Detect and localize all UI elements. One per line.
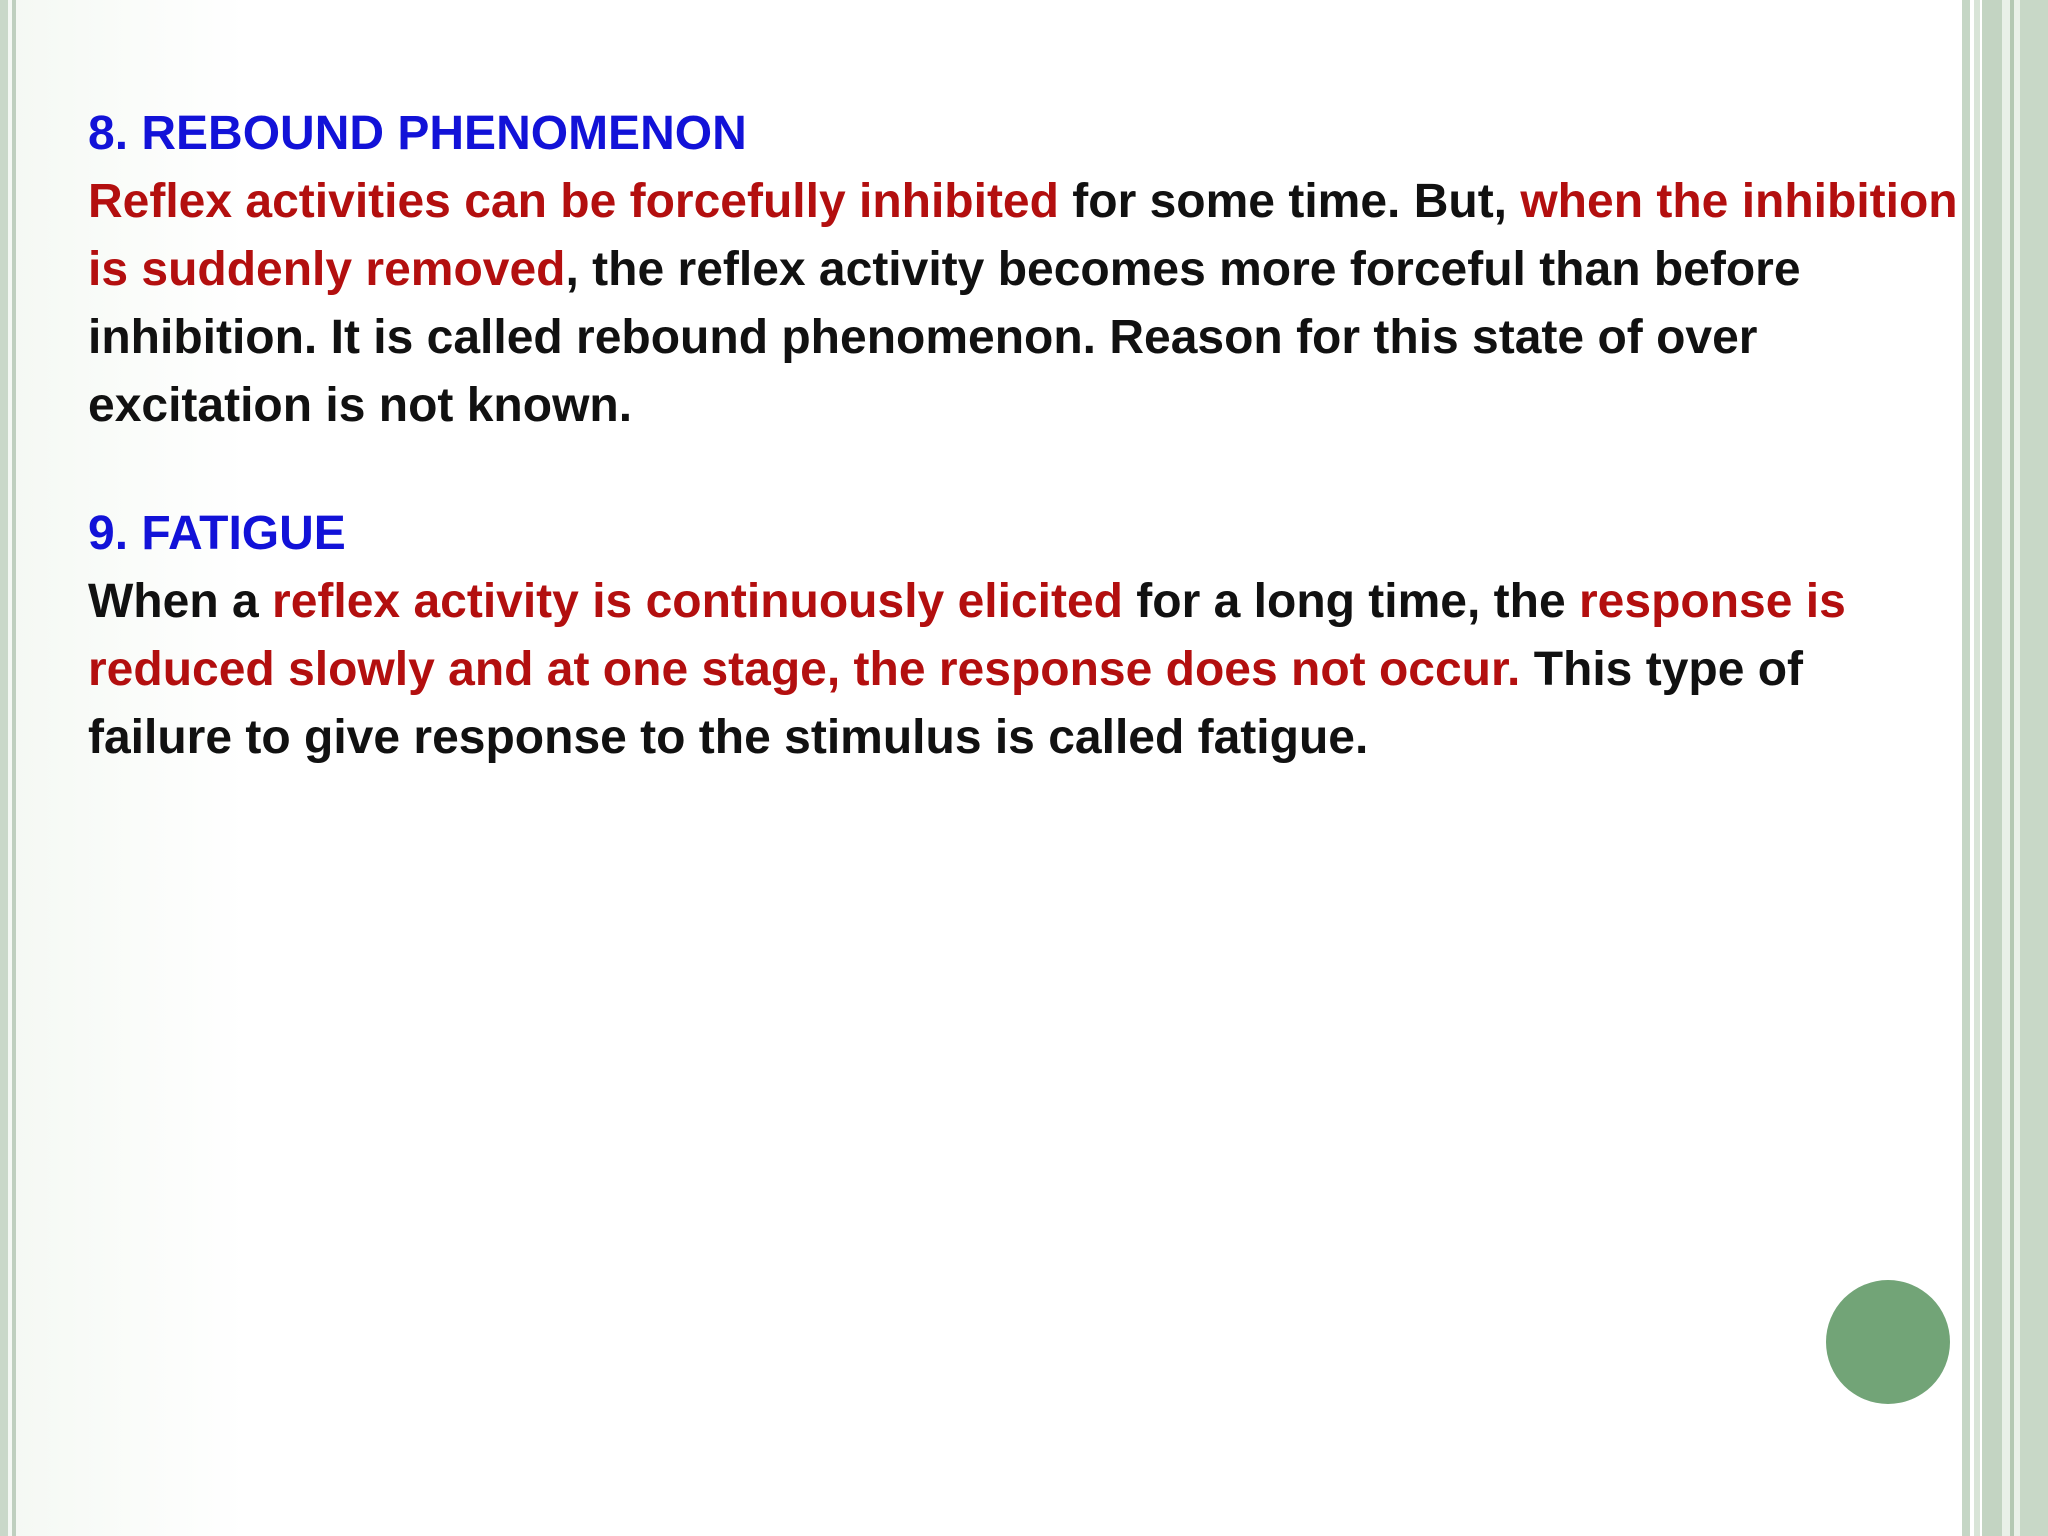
left-border-stripe-thin	[12, 0, 16, 1536]
right-border-stripe	[1962, 0, 1970, 1536]
body-text: When a	[88, 575, 273, 628]
right-band-line	[2020, 0, 2048, 1536]
emphasis-text: Reflex activities can be forcefully inhibited	[88, 175, 1059, 228]
right-border-stripe-light	[1974, 0, 1980, 1536]
section-rebound-phenomenon	[88, 100, 1958, 440]
right-band-line	[2010, 0, 2014, 1536]
slide-content	[88, 100, 1958, 772]
body-text: , the reflex activity becomes more forceful than before inhibition. It is called rebound phenomenon. Reason for this state of over excitation is not known.	[88, 243, 1801, 432]
left-border-stripe	[0, 0, 8, 1536]
section-paragraph	[88, 168, 1958, 440]
emphasis-text: reflex activity is continuously elicited	[272, 575, 1123, 628]
body-text: for some time. But,	[1058, 175, 1521, 228]
decorative-circle	[1826, 1280, 1950, 1404]
right-band-line	[1982, 0, 2002, 1536]
body-text: for a long time, the	[1122, 575, 1579, 628]
body-text: This type of failure to give response to the stimulus is called fatigue.	[88, 643, 1804, 764]
section-fatigue	[88, 500, 1958, 772]
section-heading: 9. FATIGUE	[88, 507, 346, 560]
section-paragraph	[88, 568, 1958, 772]
emphasis-text: response is reduced slowly and at one stage, the response does not occur.	[88, 575, 1846, 696]
emphasis-text: when the inhibition is suddenly removed	[88, 175, 1958, 296]
section-heading: 8. REBOUND PHENOMENON	[88, 107, 747, 160]
